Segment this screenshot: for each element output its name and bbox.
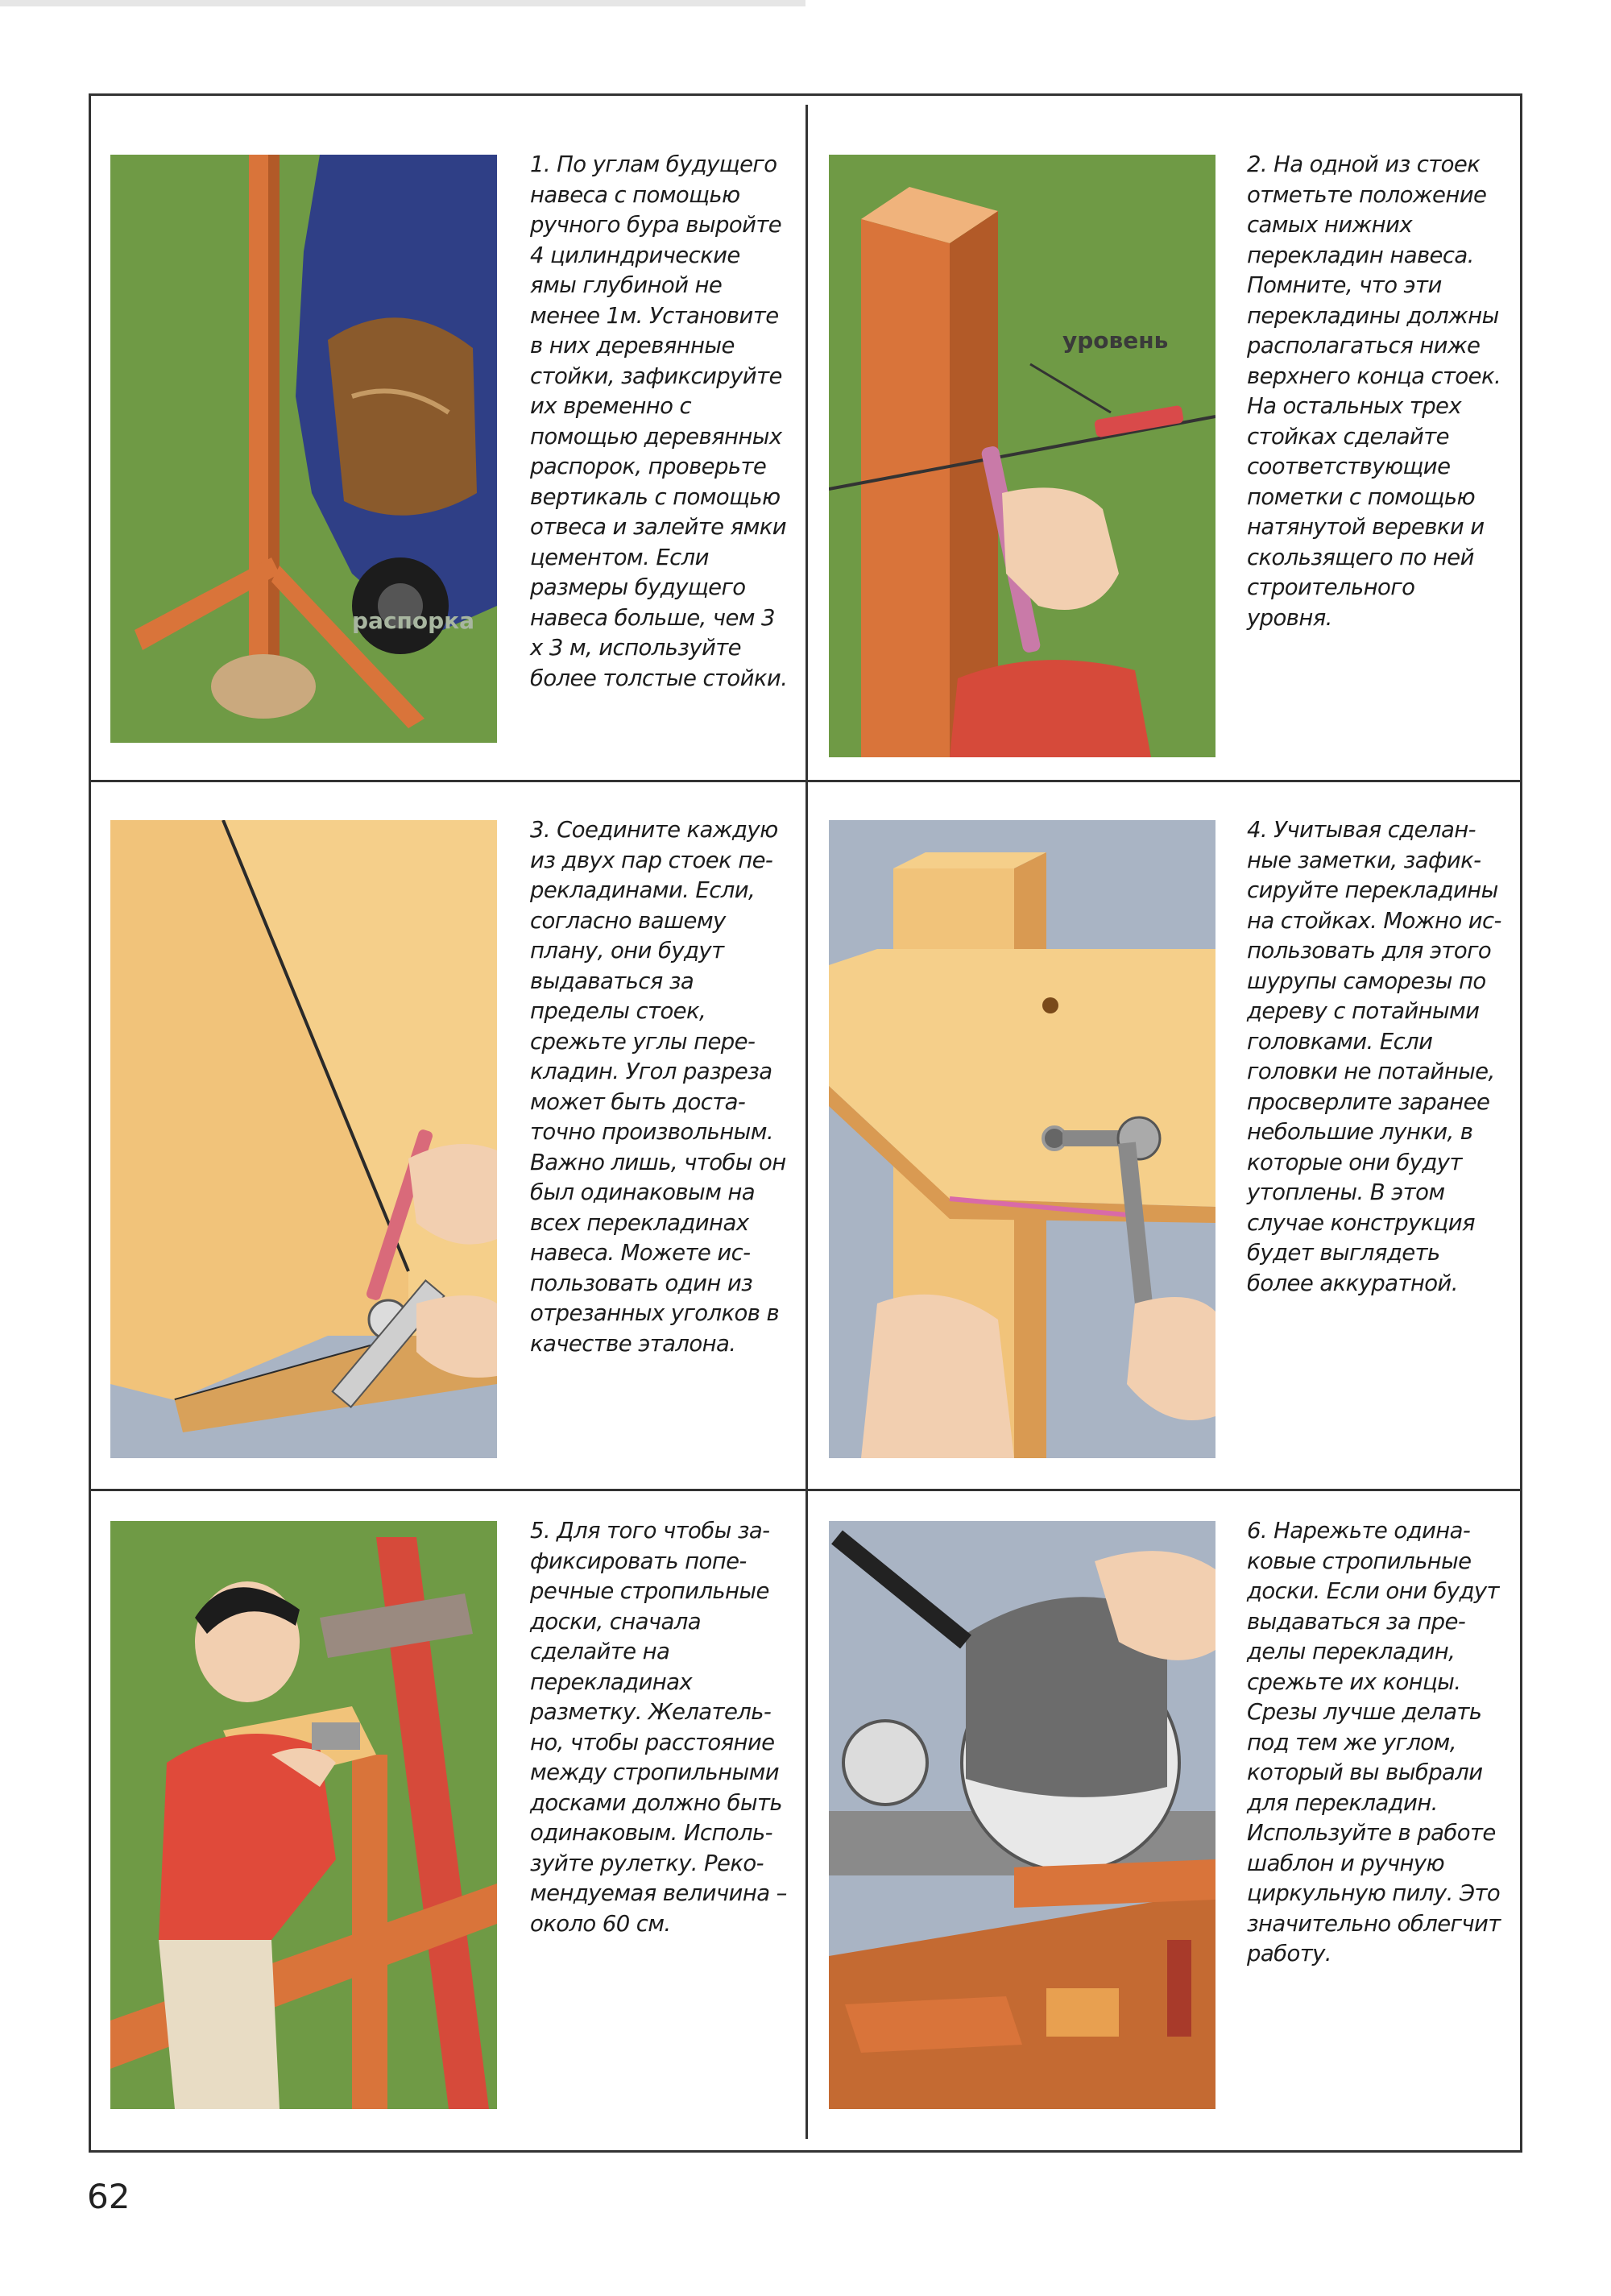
page-top-bar bbox=[0, 0, 806, 6]
illustration-step-3 bbox=[110, 820, 497, 1458]
callout-label-step-2: уровень bbox=[1062, 327, 1169, 354]
illustration-step-2 bbox=[829, 155, 1215, 757]
instruction-step-5: 5. Для того чтобы зафиксировать поперечные стропильные доски, сначала сделайте на перекладинах разметку. Желательно, чтобы расстояние между стропильными досками должно быть одинаковым. Используйте рулетку. Рекомендуемая величина – около 60 см. bbox=[530, 1518, 787, 1937]
callout-label-step-1: распорка bbox=[352, 607, 475, 634]
instruction-step-3: 3. Соедините каждую из двух пар стоек перекладинами. Если, согласно вашему плану, они будут выдаваться за пределы стоек, срежьте углы перекладин. Угол разреза может быть достаточно произвольным. Важно лишь, чтобы он был одинаковым на всех перекладинах навеса. Можете использовать один из отрезанных уголков в качестве эталона. bbox=[530, 817, 786, 1357]
instruction-step-6: 6. Нарежьте одинаковые стропильные доски. Если они будут выдаваться за пределы перекладин, срежьте их концы. Срезы лучше делать под тем же углом, который вы выбрали для перекладин. Используйте в работе шаблон и ручную циркульную пилу. Это значительно облегчит работу. bbox=[1247, 1518, 1501, 1967]
instruction-step-2: 2. На одной из стоек отметьте положение самых нижних перекладин навеса. Помните, что эти перекладины должны располагаться ниже верхнего конца стоек. На остальных трех стойках сделайте соответствующие пометки с помощью натянутой веревки и скользящего по ней строительного уровня. bbox=[1247, 151, 1501, 631]
column-divider bbox=[806, 105, 808, 2139]
row-divider-1 bbox=[89, 780, 1522, 782]
illustration-step-1 bbox=[110, 155, 497, 743]
illustration-step-5 bbox=[110, 1521, 497, 2109]
row-divider-2 bbox=[89, 1489, 1522, 1491]
page-number: 62 bbox=[87, 2177, 130, 2216]
instruction-step-1: 1. По углам будущего навеса с помощью ручного бура выройте 4 цилиндрические ямы глубиной не менее 1м. Установите в них деревянные стойки, зафиксируйте их временно с помощью деревянных распорок, проверьте вертикаль с помощью отвеса и залейте ямки цементом. Если размеры будущего навеса больше, чем 3 х 3 м, используйте более толстые стойки. bbox=[530, 151, 788, 691]
instruction-step-4: 4. Учитывая сделанные заметки, зафиксируйте перекладины на стойках. Можно использовать для этого шурупы саморезы по дереву с потайными головками. Если головки не потайные, просверлите заранее небольшие лунки, в которые они будут утоплены. В этом случае конструкция будет выглядеть более аккуратной. bbox=[1247, 817, 1502, 1296]
illustration-step-6 bbox=[829, 1521, 1215, 2109]
illustration-step-4 bbox=[829, 820, 1215, 1458]
